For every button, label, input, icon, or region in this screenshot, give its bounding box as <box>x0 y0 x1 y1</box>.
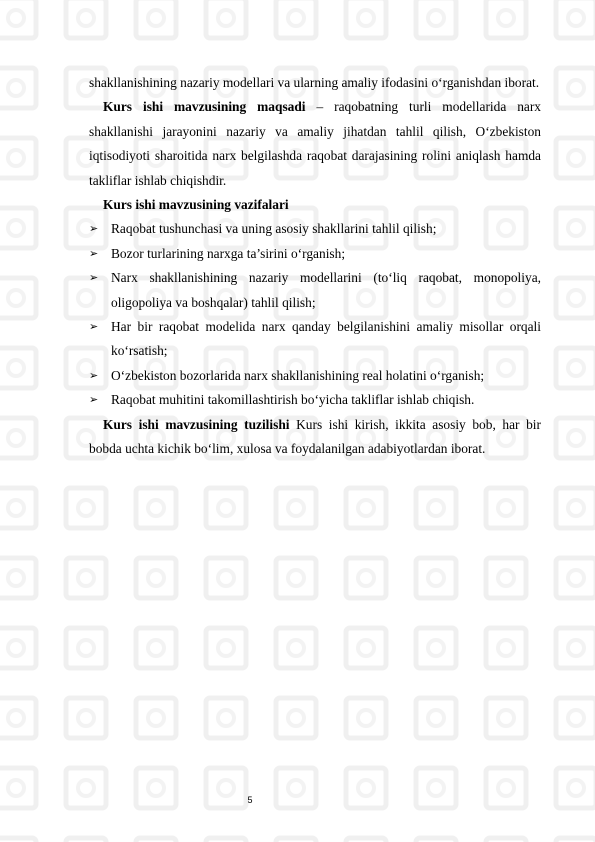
structure-paragraph <box>89 413 541 462</box>
list-item <box>89 242 541 266</box>
page-number: 5 <box>247 795 253 805</box>
list-item <box>89 364 541 388</box>
task-text: Bozor turlarining narxga ta’sirini o‘rganish; <box>111 245 346 261</box>
list-item <box>89 266 541 315</box>
list-item <box>89 388 541 412</box>
task-text: Har bir raqobat modelida narx qanday belgilanishini amaliy misollar orqali ko‘rsatish; <box>111 319 541 359</box>
task-text: Raqobat tushunchasi va uning asosiy shakllarini tahlil qilish; <box>111 221 437 237</box>
tasks-list <box>89 217 541 412</box>
arrowhead-bullet-icon: ➢ <box>89 368 99 382</box>
goal-label: Kurs ishi mavzusining maqsadi <box>103 99 306 115</box>
arrowhead-bullet-icon: ➢ <box>89 222 99 236</box>
arrowhead-bullet-icon: ➢ <box>89 246 99 260</box>
task-text: O‘zbekiston bozorlarida narx shakllanishining real holatini o‘rganish; <box>111 367 485 383</box>
goal-paragraph <box>89 95 541 193</box>
task-text: Raqobat muhitini takomillashtirish bo‘yicha takliflar ishlab chiqish. <box>111 392 475 408</box>
arrowhead-bullet-icon: ➢ <box>89 271 99 285</box>
arrowhead-bullet-icon: ➢ <box>89 320 99 334</box>
goal-text: – raqobatning turli modellarida narx shakllanishi jarayonini nazariy va amaliy jihatdan tahlil qilish, O‘zbekiston iqtisodiyoti sharoitida narx belgilashda raqobat darajasining rolini aniqlash hamda takliflar ishlab chiqishdir. <box>89 99 542 188</box>
structure-label: Kurs ishi mavzusining tuzilishi <box>103 416 290 432</box>
list-item <box>89 315 541 364</box>
intro-continuation-paragraph: shakllanishining nazariy modellari va ularning amaliy ifodasini o‘rganishdan iborat. <box>89 75 540 90</box>
arrowhead-bullet-icon: ➢ <box>89 393 99 407</box>
tasks-heading: Kurs ishi mavzusining vazifalari <box>103 197 289 213</box>
document-body <box>89 71 541 462</box>
list-item <box>89 217 541 241</box>
task-text: Narx shakllanishining nazariy modellarini (to‘liq raqobat, monopoliya, oligopoliya va boshqalar) tahlil qilish; <box>111 270 541 310</box>
structure-text: Kurs ishi kirish, ikkita asosiy bob, har bir bobda uchta kichik bo‘lim, xulosa va foydalanilgan adabiyotlardan iborat. <box>89 416 541 457</box>
